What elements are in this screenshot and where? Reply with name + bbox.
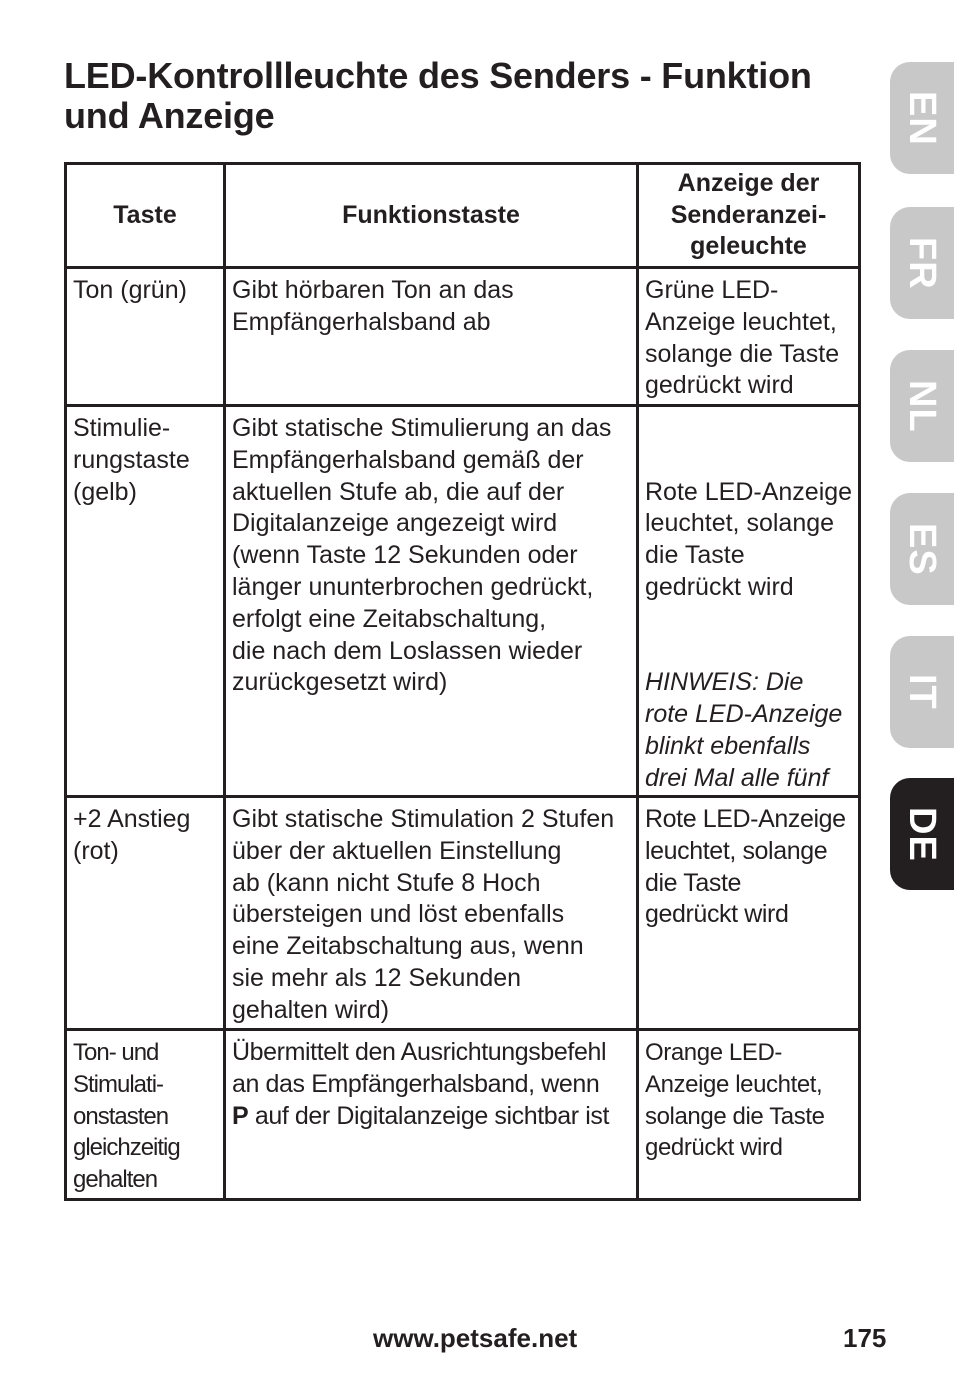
header-cell-taste — [67, 165, 226, 269]
footer-url: www.petsafe.net — [373, 1323, 578, 1353]
language-tab-it — [890, 636, 954, 748]
page-title: LED-Kontrollleuchte des Senders - Funktion und Anzeige — [64, 55, 812, 136]
cell-taste: Ton (grün) — [67, 269, 226, 407]
header-label: Taste — [113, 200, 177, 229]
header-label: Anzeige der Senderanzei- geleuchte — [670, 168, 827, 261]
function-text: auf der Digitalanzeige sichtbar ist — [248, 1101, 610, 1130]
language-tab-label: NL — [901, 379, 943, 433]
language-tab-nl — [890, 350, 954, 462]
language-tab-label: DE — [901, 806, 943, 862]
cell-indicator: Orange LED- Anzeige leuchtet, solange die Taste gedrückt wird — [639, 1031, 861, 1201]
function-bold-letter: P — [232, 1101, 249, 1130]
header-label: Funktionstaste — [342, 200, 520, 229]
header-cell-anzeige — [639, 165, 861, 269]
language-tab-label: ES — [901, 522, 943, 576]
cell-function: Gibt hörbaren Ton an das Empfängerhalsband ab — [226, 269, 639, 407]
language-tab-fr — [890, 207, 954, 319]
page-number: 175 — [843, 1323, 887, 1353]
language-tab-label: IT — [901, 674, 943, 710]
language-tab-es — [890, 493, 954, 605]
indicator-text: Rote LED-Anzeige leuchtet, solange die Taste gedrückt wird — [645, 477, 853, 601]
language-tab-label: EN — [901, 90, 943, 146]
cell-taste: +2 Anstieg (rot) — [67, 798, 226, 1031]
cell-function: Gibt statische Stimulierung an das Empfängerhalsband gemäß der aktuellen Stufe ab, die auf der Digitalanzeige angezeigt wird (wenn Taste 12 Sekunden oder länger ununterbrochen gedrückt, erfolgt eine Zeitabschaltung, die nach dem Loslassen wieder zurückgesetzt wird) — [226, 407, 639, 798]
cell-function — [226, 1031, 639, 1201]
cell-taste: Stimulie- rungstaste (gelb) — [67, 407, 226, 798]
language-tab-en — [890, 62, 954, 174]
indicator-note: HINWEIS: Die rote LED-Anzeige blinkt ebenfalls drei Mal alle fünf — [645, 668, 843, 792]
language-tab-label: FR — [901, 236, 943, 290]
cell-indicator: Grüne LED- Anzeige leuchtet, solange die Taste gedrückt wird — [639, 269, 861, 407]
function-text: Übermittelt den Ausrichtungsbefehl an das Empfängerhalsband, wenn — [232, 1038, 607, 1098]
cell-taste: Ton- und Stimulati- onstasten gleichzeitig gehalten — [67, 1031, 226, 1201]
cell-indicator — [639, 407, 861, 798]
language-tab-de — [890, 778, 954, 890]
header-cell-funktionstaste — [226, 165, 639, 269]
cell-indicator: Rote LED-Anzeige leuchtet, solange die Taste gedrückt wird — [639, 798, 861, 1031]
led-function-table — [64, 162, 861, 1201]
cell-function: Gibt statische Stimulation 2 Stufen über der aktuellen Einstellung ab (kann nicht Stufe 8 Hoch übersteigen und löst ebenfalls eine Zeitabschaltung aus, wenn sie mehr als 12 Sekunden gehalten wird) — [226, 798, 639, 1031]
